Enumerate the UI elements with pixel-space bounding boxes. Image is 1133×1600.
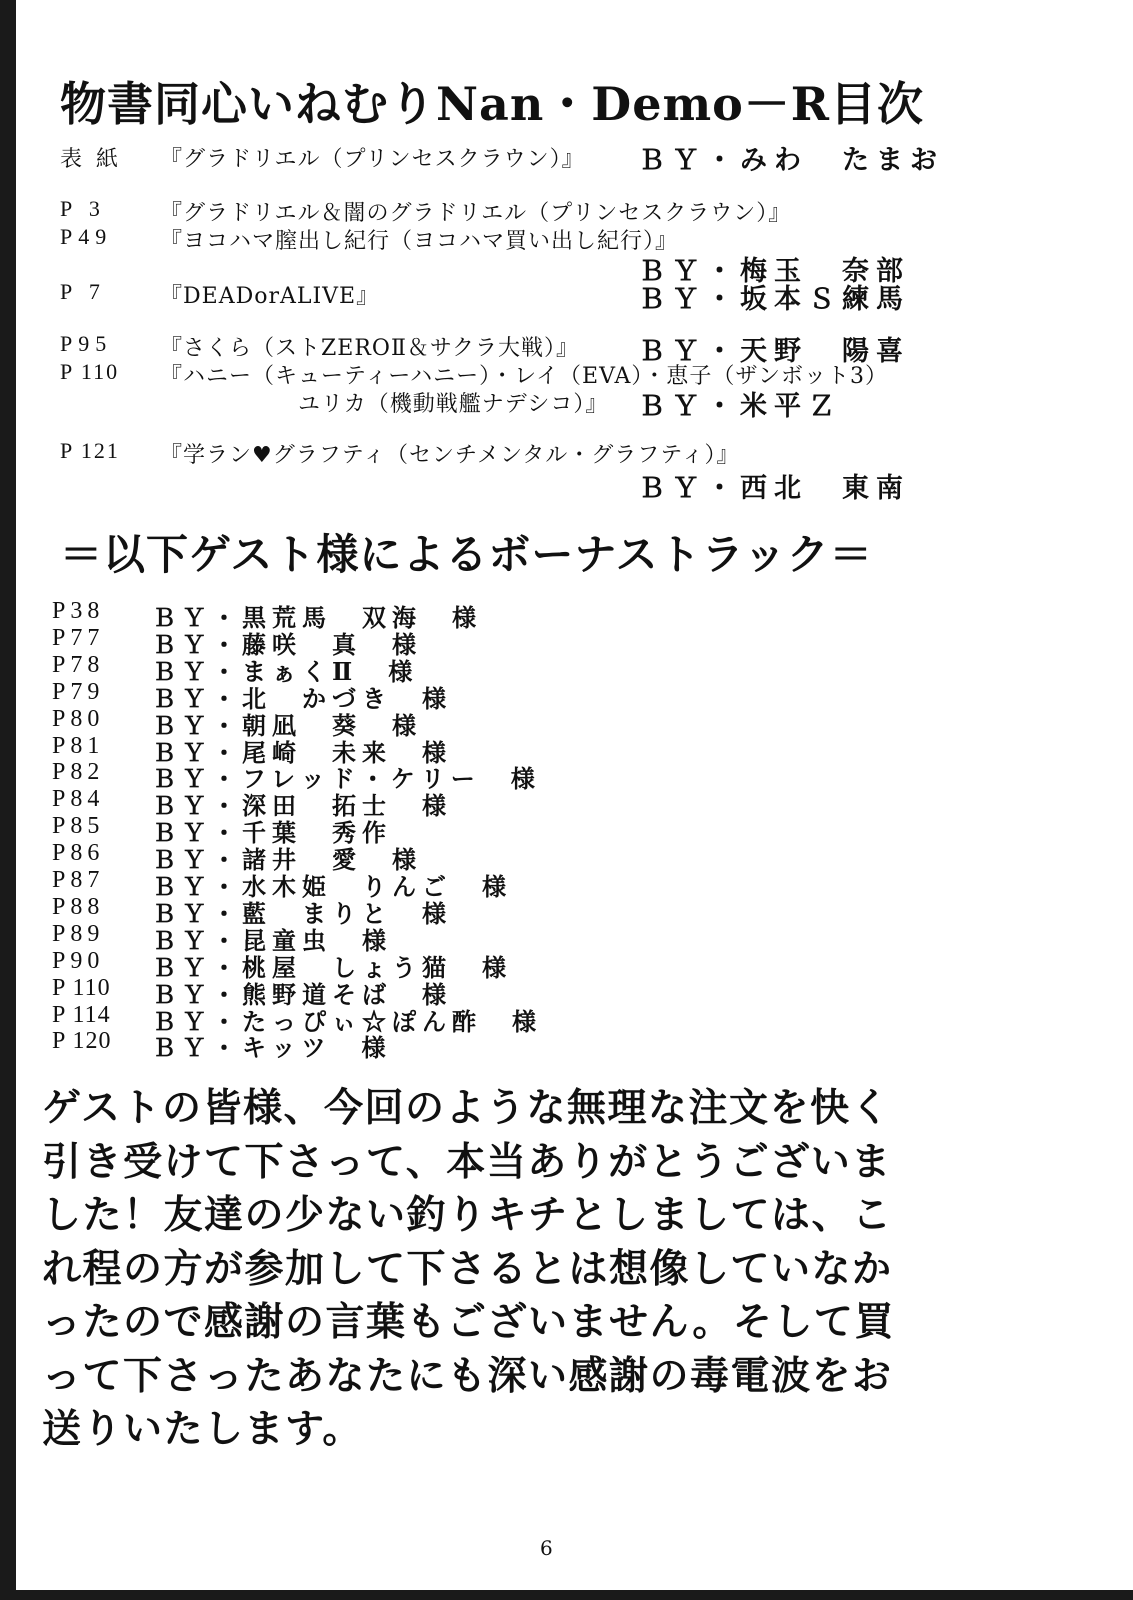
guest-name: ＢＹ・千葉 秀作 (152, 818, 392, 848)
guest-name: ＢＹ・キッツ 様 (152, 1033, 392, 1063)
guest-page: P86 (52, 840, 105, 867)
guest-page: P 114 (52, 1001, 111, 1028)
guest-page: P87 (52, 867, 105, 893)
message-line: ったので感謝の言葉もございません。そして買 (42, 1299, 895, 1345)
guest-page: P85 (52, 813, 105, 840)
guest-page: P80 (52, 705, 105, 732)
guest-name: ＢＹ・水木姫 りんご 様 (152, 872, 512, 901)
thanks-message (42, 1082, 1062, 1457)
page-number: 6 (540, 1536, 553, 1560)
guest-page: P84 (52, 786, 105, 813)
toc-work: 『DEADorALIVE』 (160, 284, 380, 309)
message-line: ゲストの皆様、今回のような無理な注文を快く (42, 1085, 891, 1131)
guest-row (52, 759, 852, 794)
guest-row (52, 867, 852, 901)
guest-name: ＢＹ・たっぴぃ☆ぽん酢 様 (152, 1006, 542, 1036)
guest-name: ＢＹ・諸井 愛 様 (152, 845, 422, 875)
guest-row (52, 624, 852, 659)
toc-page: P 110 (60, 359, 120, 384)
scan-edge-left (0, 0, 16, 1600)
message-line: 送りいたします。 (42, 1406, 363, 1452)
toc-row (60, 359, 1060, 422)
toc-page: P 121 (60, 438, 120, 463)
toc-row (60, 224, 1060, 287)
guest-page: P81 (52, 732, 105, 759)
guest-page: P38 (52, 598, 105, 624)
toc-work-continued: ユリカ（機動戦艦ナデシコ）』 (298, 392, 609, 417)
toc-row (60, 196, 1060, 226)
guest-page: P 120 (52, 1028, 112, 1055)
toc-work: 『ヨコハマ膣出し紀行（ヨコハマ買い出し紀行）』 (160, 229, 679, 254)
guest-row (52, 813, 852, 848)
guest-row (52, 920, 852, 955)
guest-page: P88 (52, 893, 105, 920)
bonus-heading: ＝以下ゲスト様によるボーナストラック＝ (60, 530, 873, 579)
toc-author: ＢＹ・梅玉 奈部 (638, 256, 910, 287)
guest-row (52, 678, 852, 713)
toc-page: P 3 (60, 196, 106, 221)
guest-row (52, 974, 852, 1009)
message-line: れ程の方が参加して下さるとは想像していなか (42, 1245, 893, 1292)
guest-name: ＢＹ・まぁくⅡ 様 (152, 656, 419, 686)
message-line: した！友達の少ない釣りキチとしましては、こ (42, 1192, 893, 1238)
guest-name: ＢＹ・深田 拓士 様 (152, 791, 452, 821)
toc-work: 『グラドリエル＆闇のグラドリエル（プリンセスクラウン）』 (160, 201, 792, 226)
toc-work: 『学ラン♥グラフティ（センチメンタル・グラフティ）』 (160, 443, 740, 468)
guest-name: ＢＹ・熊野道そば 様 (152, 979, 452, 1009)
guest-row (52, 598, 852, 632)
guest-row (52, 1028, 852, 1063)
toc-work: 『グラドリエル（プリンセスクラウン）』 (160, 147, 585, 172)
guest-page: P89 (52, 920, 105, 947)
guest-page: P90 (52, 947, 105, 974)
toc-page: 表紙 (60, 146, 133, 171)
message-line: って下さったあなたにも深い感謝の毒電波をお (42, 1352, 893, 1399)
toc-page: P95 (60, 331, 113, 356)
guest-row (52, 786, 852, 821)
guest-row (52, 947, 852, 982)
guest-name: ＢＹ・藤咲 真 様 (152, 629, 422, 659)
guest-row (52, 732, 852, 767)
toc-author: ＢＹ・天野 陽喜 (638, 336, 910, 367)
guest-name: ＢＹ・朝凪 葵 様 (152, 710, 422, 740)
scan-edge-bottom (0, 1590, 1133, 1600)
toc-row (60, 331, 1060, 367)
toc-work: 『さくら（ストZEROⅡ＆サクラ大戦）』 (160, 336, 580, 361)
toc-work: 『ハニー（キューティーハニー）・レイ（EVA）・恵子（ザンボット3） (160, 364, 888, 389)
guest-row (52, 893, 852, 928)
guest-name: ＢＹ・桃屋 しょう猫 様 (152, 952, 512, 982)
guest-name: ＢＹ・黒荒馬 双海 様 (152, 603, 482, 632)
guest-name: ＢＹ・尾崎 未来 様 (152, 737, 452, 767)
toc-author: ＢＹ・坂本Ｓ練馬 (638, 284, 910, 315)
guest-row (52, 705, 852, 740)
message-line: 引き受けて下さって、本当ありがとうございま (42, 1138, 892, 1185)
toc-row (60, 142, 1060, 176)
guest-row (52, 840, 852, 875)
guest-page: P82 (52, 759, 105, 786)
guest-row (52, 1001, 852, 1036)
guest-name: ＢＹ・フレッド・ケリー 様 (152, 764, 541, 794)
guest-name: ＢＹ・藍 まりと 様 (152, 898, 452, 928)
guest-page: P78 (52, 651, 105, 678)
guest-page: P 110 (52, 974, 111, 1001)
toc-author: ＢＹ・西北 東南 (638, 473, 910, 504)
toc-author: ＢＹ・米平Ｚ (638, 391, 842, 422)
toc-row (60, 438, 1060, 504)
guest-name: ＢＹ・北 かづき 様 (152, 683, 452, 713)
guest-page: P79 (52, 678, 105, 705)
page-title: 物書同心いねむりNan・Demo－R目次 (60, 77, 925, 131)
toc-author: ＢＹ・みわ たまお (638, 145, 944, 176)
toc-page: P 7 (60, 279, 106, 304)
toc-page: P49 (60, 224, 113, 249)
guest-name: ＢＹ・昆童虫 様 (152, 925, 392, 955)
guest-page: P77 (52, 624, 105, 651)
toc-row (60, 279, 1060, 315)
guest-row (52, 651, 852, 686)
